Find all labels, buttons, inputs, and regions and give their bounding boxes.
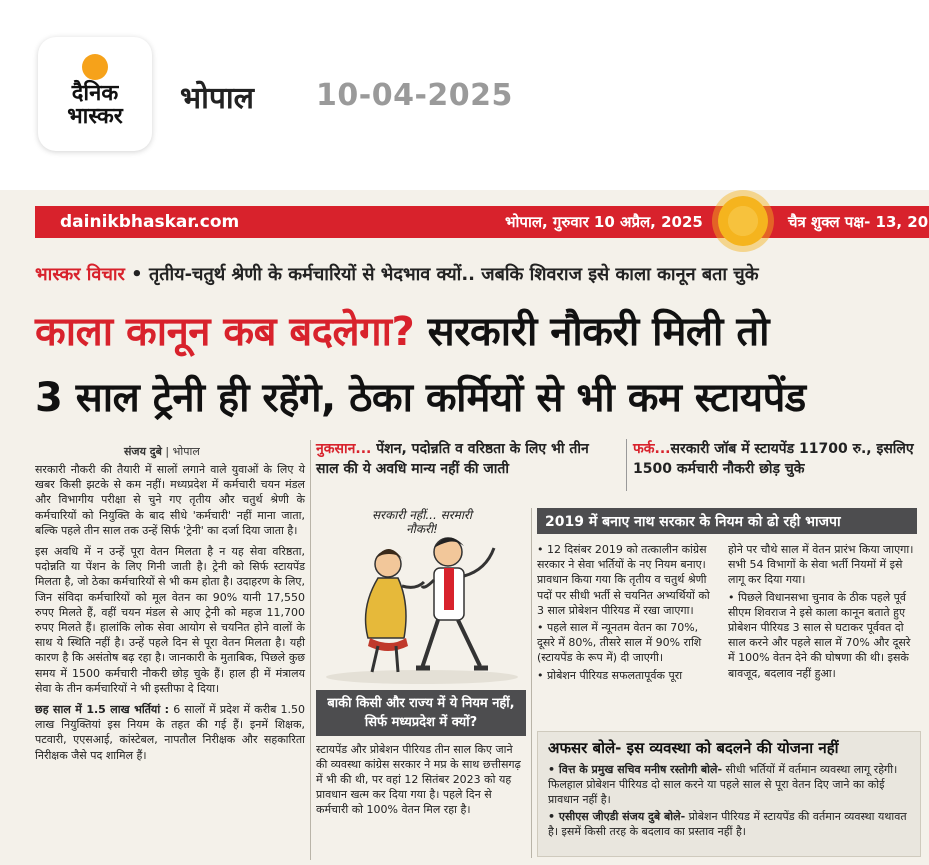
- kicker: [35, 262, 759, 286]
- officer-quote: [548, 809, 910, 839]
- kicker-label: भास्कर विचार: [35, 264, 125, 285]
- rules-point: • 12 दिसंबर 2019 को तत्कालीन कांग्रेस सरकार ने सेवा भर्तियों के नए नियम बनाए। प्रावधान किया गया कि तृतीय व चतुर्थ श्रेणी पदों पर सीधी भर्ती से चयनित अभ्यर्थियों को 3 साल प्रोबेशन पीरियड में रखा जाएगा।: [537, 543, 710, 617]
- app-header: [0, 0, 929, 190]
- article-paragraph: इस अवधि में न उन्हें पूरा वेतन मिलता है न यह सेवा वरिष्ठता, पदोन्नति या पेंशन के लिए गिनी जाती है। ट्रेनी को सिर्फ स्टायपेंड मिलता है, जो ठेका कर्मचारियों से भी कम होता है। उदाहरण के लिए, जिन संविदा कर्मचारियों को मूल वेतन का 90% यानी 17,550 रुपए मिलते हैं, वहीं चयन मंडल से आए ट्रेनी को महज 11,700 रुपए मिलते हैं। हालांकि लोक सेवा आयोग से चयनित होने वालों के साथ ये स्थिति नहीं है। उन्हें पहले दिन से पूरा वेतन मिलता है। यही कारण है कि असंतोष बढ़ रहा है। जानकारी के मुताबिक, पिछले कुछ समय में 1500 कर्मचारी नौकरी छोड़ चुके हैं। हाल ही में मंत्रालय सेवा के तीन कर्मचारियों ने भी इस्तीफा दे दिया।: [35, 545, 305, 695]
- cartoon-caption: सरकारी नहीं... सरमारी नौकरी!: [372, 508, 472, 536]
- headline-line-2: 3 साल ट्रेनी ही रहेंगे, ठेका कर्मियों से भी कम स्टायपेंड: [35, 375, 806, 421]
- chhattisgarh-note: स्टायपेंड और प्रोबेशन पीरियड तीन साल किए जाने की व्यवस्था कांग्रेस सरकार ने मप्र के साथ छत्तीसगढ़ में भी की थी, पर वहां 12 सितंबर 2023 को यह प्रावधान खत्म कर दिया गया है। पहले दिन से कर्मचारी को 100% वेतन मिल रहा है।: [316, 743, 521, 816]
- kicker-text: • तृतीय-चतुर्थ श्रेणी के कर्मचारियों से भेदभाव क्यों.. जबकि शिवराज इसे काला कानून बता चुके: [124, 264, 759, 285]
- sun-icon: [82, 54, 108, 80]
- logo-line-1: दैनिक: [71, 80, 119, 106]
- difference-highlight: [626, 439, 916, 491]
- sun-icon: [718, 196, 768, 246]
- difference-label: फर्क...: [633, 441, 671, 457]
- article-paragraph: [35, 702, 305, 763]
- column-divider: [531, 508, 532, 858]
- byline-place: | भोपाल: [161, 445, 200, 458]
- masthead-date: भोपाल, गुरुवार 10 अप्रैल, 2025: [505, 213, 703, 231]
- column-divider: [310, 440, 311, 860]
- why-only-mp-banner: बाकी किसी और राज्य में ये नियम नहीं, सिर्फ मध्यप्रदेश में क्यों?: [316, 690, 526, 736]
- rules-2019-left: [537, 542, 719, 685]
- officer-name: • वित्त के प्रमुख सचिव मनीष रस्तोगी बोले-: [548, 763, 723, 776]
- officers-statement-box: [537, 731, 921, 857]
- subhead-text: 6 सालों में प्रदेश में करीब 1.50 लाख नियुक्तियां इस नियम के तहत की गई हैं। इनमें शिक्षक, पटवारी, एएसआई, कांस्टेबल, नापतौल निरीक्षक और सहकारिता निरीक्षक जैसे पद शामिल हैं।: [35, 703, 305, 762]
- article-left-column: [35, 462, 305, 769]
- loss-text: पेंशन, पदोन्नति व वरिष्ठता के लिए भी तीन साल की ये अवधि मान्य नहीं की जाती: [316, 441, 589, 477]
- subhead: छह साल में 1.5 लाख भर्तियां :: [35, 703, 170, 717]
- edition-city[interactable]: भोपाल: [180, 81, 255, 116]
- logo-line-2: भास्कर: [67, 104, 123, 129]
- officer-quote: [548, 762, 910, 807]
- rules-point: • पहले साल में न्यूनतम वेतन का 70%, दूसरे में 80%, तीसरे साल में 90% राशि (स्टायपेंड के रूप में) दी जाएगी।: [537, 621, 702, 665]
- edition-date[interactable]: 10-04-2025: [316, 78, 513, 113]
- headline-line-1: [35, 302, 769, 357]
- rules-point: • पिछले विधानसभा चुनाव के ठीक पहले पूर्व सीएम शिवराज ने इसे काला कानून बताते हुए प्रोबेशन पीरियड 3 साल से घटाकर पूर्ववत दो साल करने और पहले साल में 70% और दूसरे में 100% वेतन देने की घोषणा की थी। इसके बावजूद, बदलाव नहीं हुआ।: [728, 590, 911, 680]
- rules-point: • प्रोबेशन पीरियड सफलतापूर्वक पूरा: [537, 668, 683, 682]
- masthead-tithi: चैत्र शुक्ल पक्ष- 13, 20: [788, 213, 929, 231]
- byline-author: संजय दुबे: [124, 445, 162, 458]
- rules-point: होने पर चौथे साल में वेतन प्रारंभ किया जाएगा। सभी 54 विभागों के सेवा भर्ती नियमों में इसे लागू कर दिया गया।: [728, 543, 914, 587]
- rules-2019-right: [728, 542, 918, 683]
- rules-2019-title: 2019 में बनाए नाथ सरकार के नियम को ढो रही भाजपा: [537, 508, 917, 534]
- loss-highlight: [316, 439, 616, 491]
- difference-text: सरकारी जॉब में स्टायपेंड 11700 रु., इसलिए 1500 कर्मचारी नौकरी छोड़ चुके: [633, 441, 914, 477]
- officer-text: प्रोबेशन पीरियड में स्टायपेंड की वर्तमान व्यवस्था यथावत है। इसमें किसी तरह के बदलाव का प्रस्ताव नहीं है।: [548, 810, 907, 838]
- officers-title: अफसर बोले- इस व्यवस्था को बदलने की योजना नहीं: [548, 739, 839, 757]
- headline-red: काला कानून कब बदलेगा?: [35, 309, 415, 355]
- article-paragraph: सरकारी नौकरी की तैयारी में सालों लगाने वाले युवाओं के लिए ये खबर किसी झटके से कम नहीं। मध्यप्रदेश में कर्मचारी चयन मंडल और विभागीय परीक्षा से चुने गए तृतीय और चतुर्थ श्रेणी के कर्मचारियों को नियुक्ति के बाद सीधे 'कर्मचारी' नहीं माना जाता, बल्कि पहले तीन साल तक उन्हें सिर्फ 'ट्रेनी' का दर्जा दिया जाता है।: [35, 463, 305, 537]
- byline: [124, 444, 200, 459]
- headline-black: सरकारी नौकरी मिली तो: [414, 309, 769, 355]
- loss-label: नुकसान...: [316, 441, 372, 457]
- officer-name: • एसीएस जीएडी संजय दुबे बोले-: [548, 810, 686, 823]
- dainik-bhaskar-logo[interactable]: [38, 37, 152, 151]
- masthead-site: dainikbhaskar.com: [60, 212, 240, 232]
- epaper-page[interactable]: [0, 190, 929, 865]
- officer-text: सीधी भर्तियों में वर्तमान व्यवस्था लागू रहेगी। फिलहाल प्रोबेशन पीरियड दो साल करने या पहले साल से पूरा वेतन दिए जाने का कोई प्रावधान नहीं है।: [548, 763, 898, 806]
